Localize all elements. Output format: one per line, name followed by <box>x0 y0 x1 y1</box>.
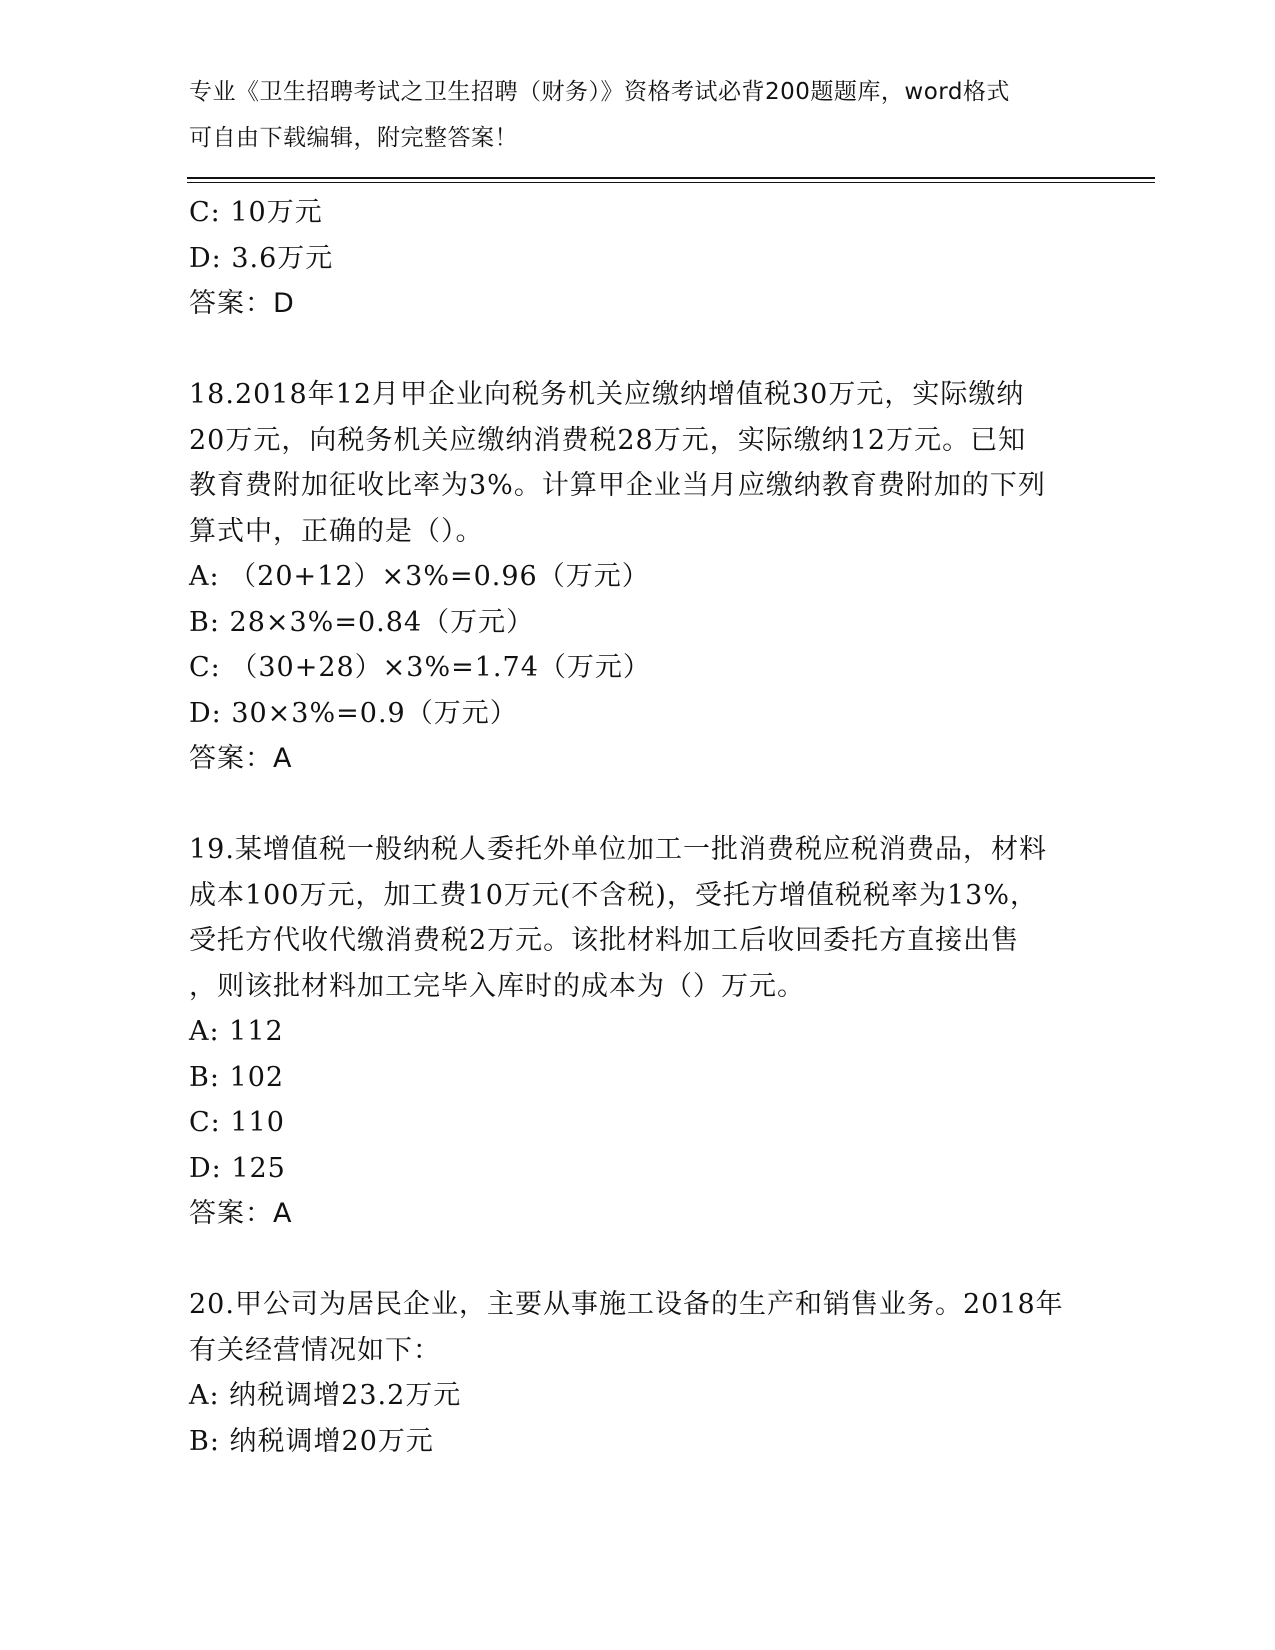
option-b: B: 102 <box>189 1061 285 1093</box>
answer-line: 答案：A <box>189 743 293 774</box>
question-text-line: 19.某增值税一般纳税人委托外单位加工一批消费税应税消费品，材料 <box>189 834 1047 865</box>
option-c: C: （30+28）×3%=1.74（万元） <box>189 652 651 683</box>
header-title-line-2: 可自由下载编辑，附完整答案！ <box>189 124 518 151</box>
answer-line: 答案：A <box>189 1198 293 1229</box>
question-text-line: 18.2018年12月甲企业向税务机关应缴纳增值税30万元，实际缴纳 <box>189 379 1025 410</box>
option-a: A: 纳税调增23.2万元 <box>189 1380 462 1411</box>
question-text-line: 20万元，向税务机关应缴纳消费税28万元，实际缴纳12万元。已知 <box>189 424 1027 456</box>
option-c: C: 10万元 <box>189 197 323 228</box>
question-text-line: 成本100万元，加工费10万元(不含税)，受托方增值税税率为13%， <box>189 879 1038 911</box>
question-text-line: 受托方代收代缴消费税2万元。该批材料加工后收回委托方直接出售 <box>189 925 1020 956</box>
document-header <box>189 76 1089 167</box>
header-rule-thin <box>187 182 1155 183</box>
option-a: A: （20+12）×3%=0.96（万元） <box>189 561 650 592</box>
option-c: C: 110 <box>189 1107 285 1138</box>
answer-line: 答案：D <box>189 288 295 319</box>
option-d: D: 3.6万元 <box>189 242 334 274</box>
option-d: D: 125 <box>189 1152 286 1184</box>
question-18 <box>189 372 1089 782</box>
header-title-line-1: 专业《卫生招聘考试之卫生招聘（财务）》资格考试必背200题题库，word格式 <box>189 79 1010 105</box>
option-d: D: 30×3%=0.9（万元） <box>189 697 518 729</box>
question-text-line: 教育费附加征收比率为3%。计算甲企业当月应缴纳教育费附加的下列 <box>189 470 1046 501</box>
question-text-line: 算式中，正确的是（）。 <box>189 515 484 547</box>
question-text-line: 有关经营情况如下： <box>189 1334 441 1366</box>
question-text-line: 20.甲公司为居民企业，主要从事施工设备的生产和销售业务。2018年 <box>189 1289 1064 1320</box>
spacer <box>189 1237 1089 1283</box>
header-rule-thick <box>187 177 1155 179</box>
question-19 <box>189 827 1089 1237</box>
question-17-tail <box>189 190 1089 327</box>
spacer <box>189 327 1089 373</box>
option-b: B: 纳税调增20万元 <box>189 1425 434 1457</box>
document-body <box>189 190 1089 1464</box>
question-20 <box>189 1282 1089 1464</box>
option-a: A: 112 <box>189 1016 284 1047</box>
option-b: B: 28×3%=0.84（万元） <box>189 606 535 638</box>
question-text-line: ，则该批材料加工完毕入库时的成本为（）万元。 <box>189 970 805 1002</box>
spacer <box>189 782 1089 828</box>
